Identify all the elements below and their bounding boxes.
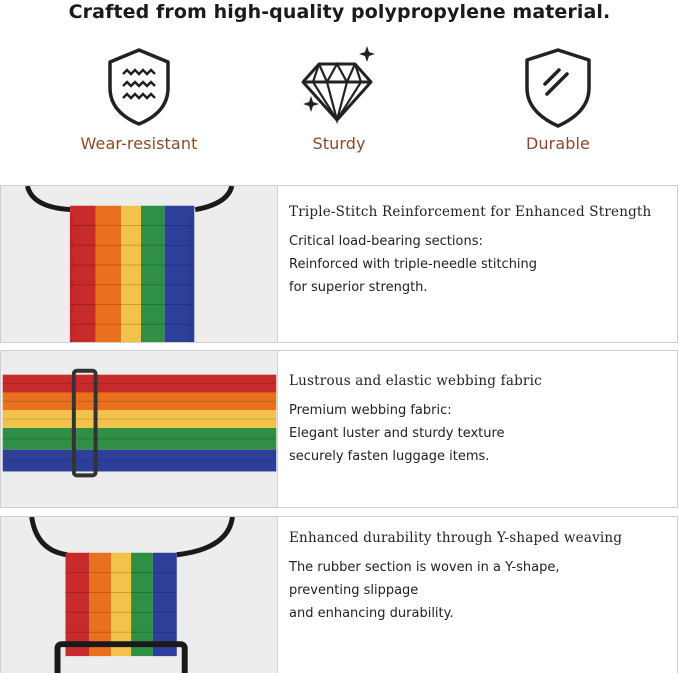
feature-sturdy	[249, 44, 429, 153]
panel-title: Enhanced durability through Y-shaped weaving	[289, 530, 623, 546]
panel-line: securely fasten luggage items.	[289, 449, 490, 464]
rainbow-strap-y-weave-image	[1, 517, 278, 673]
diamond-icon	[297, 44, 381, 130]
feature-label: Durable	[526, 134, 590, 153]
feature-wear-resistant	[49, 44, 229, 153]
feature-label: Sturdy	[312, 134, 366, 153]
panel-line: for superior strength.	[289, 280, 428, 295]
panel-line: Reinforced with triple-needle stitching	[289, 257, 538, 272]
wave-shield-icon	[97, 44, 181, 130]
panel-line: and enhancing durability.	[289, 606, 454, 621]
panel-title: Lustrous and elastic webbing fabric	[289, 373, 542, 389]
panel-line: Elegant luster and sturdy texture	[289, 426, 505, 441]
info-panel-triple-stitch	[0, 185, 678, 343]
panel-line: The rubber section is woven in a Y-shape,	[289, 560, 560, 575]
panel-line: Critical load-bearing sections:	[289, 234, 483, 249]
rainbow-webbing-buckle-image	[1, 351, 278, 507]
panel-title: Triple-Stitch Reinforcement for Enhanced Strength	[289, 204, 652, 220]
rainbow-strap-loop-image	[1, 186, 278, 342]
panel-line: Premium webbing fabric:	[289, 403, 452, 418]
info-panel-y-weave	[0, 516, 678, 673]
feature-durable	[468, 44, 648, 153]
page-headline: Crafted from high-quality polypropylene material.	[68, 1, 611, 23]
panel-line: preventing slippage	[289, 583, 419, 598]
info-panel-webbing-fabric	[0, 350, 678, 508]
shield-icon	[516, 44, 600, 130]
feature-label: Wear-resistant	[80, 134, 198, 153]
